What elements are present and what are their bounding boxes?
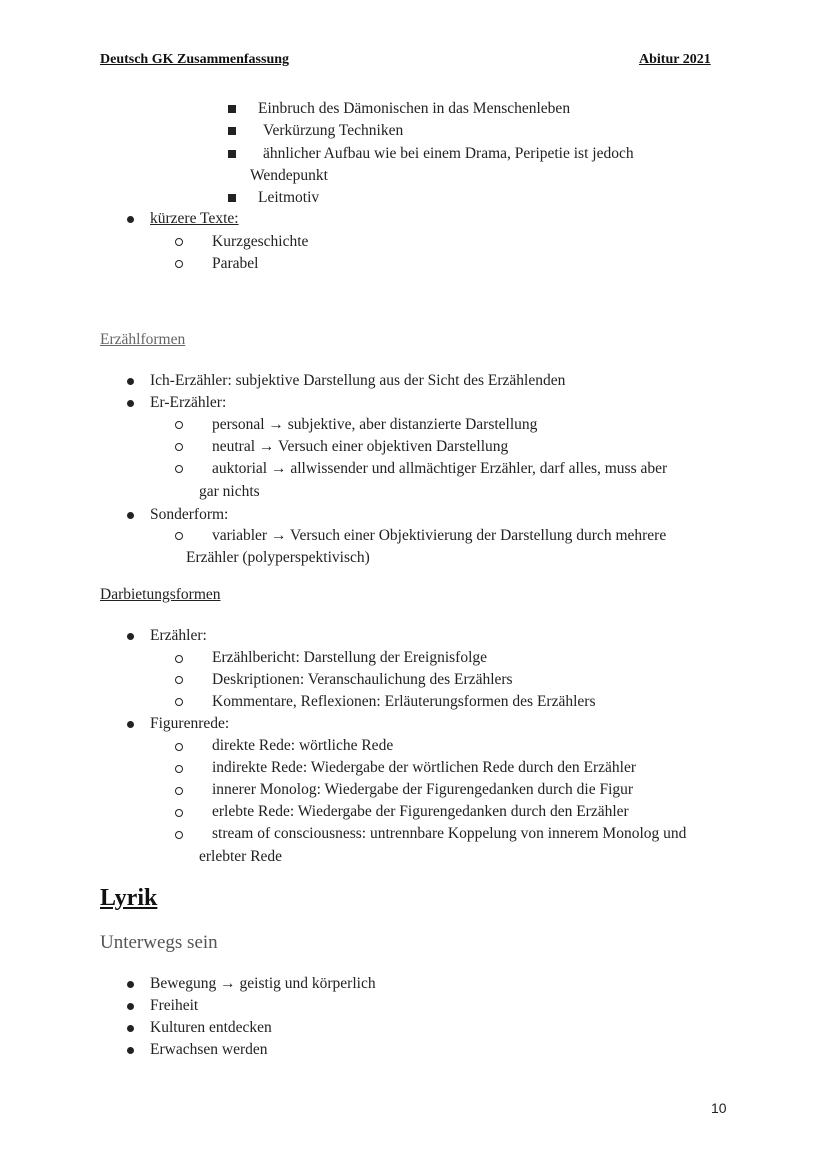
- bullet-icon: [127, 1047, 134, 1054]
- list-item: Bewegung → geistig und körperlich: [150, 975, 376, 992]
- list-item: indirekte Rede: Wiedergabe der wörtlichen Rede durch den Erzähler: [212, 759, 637, 776]
- list-item: Erzähler:: [150, 627, 207, 644]
- bullet-icon: [127, 378, 134, 385]
- bullet-icon: [127, 400, 134, 407]
- list-item: innerer Monolog: Wiedergabe der Figurengedanken durch die Figur: [212, 781, 634, 798]
- section-heading-darbietungsformen: Darbietungsformen: [100, 586, 221, 603]
- bullet-icon: [127, 1003, 134, 1010]
- bullet-icon: [127, 216, 134, 223]
- list-item: Deskriptionen: Veranschaulichung des Erzählers: [212, 671, 513, 688]
- circle-bullet-icon: [175, 532, 183, 540]
- list-item: stream of consciousness: untrennbare Koppelung von innerem Monolog und: [212, 825, 687, 842]
- list-item: Leitmotiv: [258, 189, 320, 206]
- header-year: Abitur 2021: [639, 52, 711, 67]
- list-item: Parabel: [212, 255, 259, 272]
- circle-bullet-icon: [175, 238, 183, 246]
- list-item: Erzählbericht: Darstellung der Ereignisfolge: [212, 649, 488, 666]
- subheading-unterwegs-sein: Unterwegs sein: [100, 932, 218, 953]
- bullet-icon: [127, 981, 134, 988]
- square-bullet-icon: [228, 194, 236, 202]
- list-item-kurze-texte: kürzere Texte:: [150, 210, 239, 227]
- circle-bullet-icon: [175, 765, 183, 773]
- list-item: Freiheit: [150, 997, 199, 1014]
- list-item: Ich-Erzähler: subjektive Darstellung aus der Sicht des Erzählenden: [150, 372, 566, 389]
- square-bullet-icon: [228, 127, 236, 135]
- circle-bullet-icon: [175, 743, 183, 751]
- header-title: Deutsch GK Zusammenfassung: [100, 52, 290, 67]
- square-bullet-icon: [228, 150, 236, 158]
- list-item: Kurzgeschichte: [212, 233, 309, 250]
- list-item: Er-Erzähler:: [150, 394, 227, 411]
- circle-bullet-icon: [175, 787, 183, 795]
- list-item: erlebte Rede: Wiedergabe der Figurengedanken durch den Erzähler: [212, 803, 629, 820]
- heading-lyrik: Lyrik: [100, 885, 158, 911]
- bullet-icon: [127, 1025, 134, 1032]
- circle-bullet-icon: [175, 809, 183, 817]
- circle-bullet-icon: [175, 421, 183, 429]
- circle-bullet-icon: [175, 676, 183, 684]
- list-item-continuation: erlebter Rede: [199, 848, 283, 865]
- bullet-icon: [127, 633, 134, 640]
- list-item: direkte Rede: wörtliche Rede: [212, 737, 394, 754]
- list-item: personal → subjektive, aber distanzierte Darstellung: [212, 416, 538, 433]
- list-item: Sonderform:: [150, 506, 229, 523]
- circle-bullet-icon: [175, 698, 183, 706]
- list-item-continuation: gar nichts: [199, 483, 260, 500]
- circle-bullet-icon: [175, 655, 183, 663]
- list-item: Kulturen entdecken: [150, 1019, 272, 1036]
- circle-bullet-icon: [175, 831, 183, 839]
- list-item: Kommentare, Reflexionen: Erläuterungsformen des Erzählers: [212, 693, 596, 710]
- list-item: Einbruch des Dämonischen in das Menschenleben: [258, 100, 571, 117]
- list-item: Erwachsen werden: [150, 1041, 268, 1058]
- page-number: 10: [711, 1100, 727, 1116]
- list-item-continuation: Erzähler (polyperspektivisch): [186, 549, 370, 566]
- list-item: auktorial → allwissender und allmächtiger Erzähler, darf alles, muss aber: [212, 460, 668, 477]
- list-item-continuation: Wendepunkt: [250, 167, 328, 184]
- square-bullet-icon: [228, 105, 236, 113]
- bullet-icon: [127, 512, 134, 519]
- circle-bullet-icon: [175, 260, 183, 268]
- list-item: neutral → Versuch einer objektiven Darstellung: [212, 438, 509, 455]
- list-item: Verkürzung Techniken: [263, 122, 404, 139]
- list-item: Figurenrede:: [150, 715, 230, 732]
- section-heading-erzaehlformen: Erzählformen: [100, 331, 186, 348]
- list-item: ähnlicher Aufbau wie bei einem Drama, Peripetie ist jedoch: [263, 145, 634, 162]
- list-item: variabler → Versuch einer Objektivierung der Darstellung durch mehrere: [212, 527, 667, 544]
- bullet-icon: [127, 721, 134, 728]
- circle-bullet-icon: [175, 443, 183, 451]
- circle-bullet-icon: [175, 465, 183, 473]
